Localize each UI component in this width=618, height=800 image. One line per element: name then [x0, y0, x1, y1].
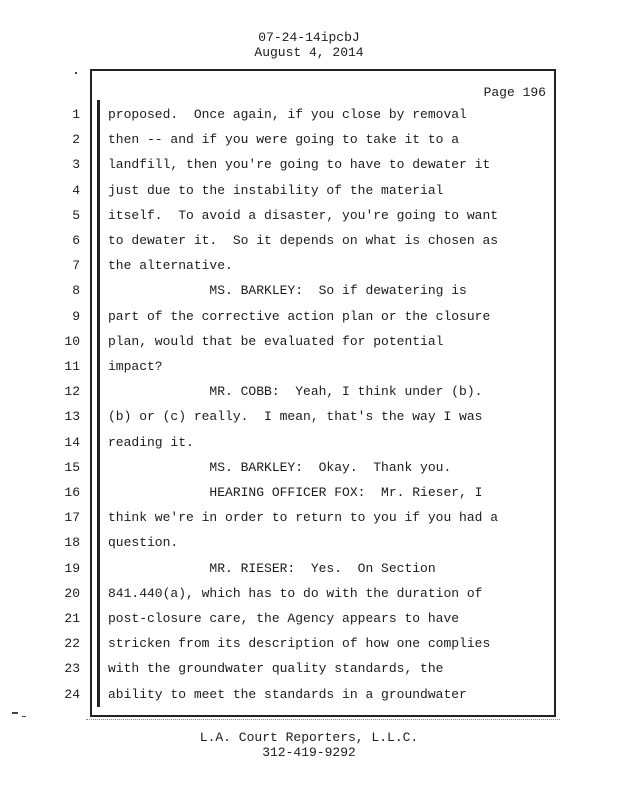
line-text: itself. To avoid a disaster, you're going to want: [108, 207, 499, 223]
line-number: 18: [64, 535, 80, 551]
transcript-line: [0, 661, 618, 686]
transcript-line: [0, 687, 618, 712]
line-number: 6: [72, 233, 80, 248]
transcript-line: [0, 233, 618, 258]
line-number: 8: [72, 283, 80, 299]
line-number: 24: [64, 686, 80, 702]
transcript-line: [0, 132, 618, 157]
line-number: 19: [64, 560, 80, 576]
line-number: 11: [64, 359, 80, 374]
line-text: post-closure care, the Agency appears to have: [108, 611, 460, 626]
page-number: Page 196: [483, 85, 546, 100]
case-id: 07-24-14ipcbJ: [258, 30, 360, 45]
transcript-line: [0, 359, 618, 384]
line-text: MS. BARKLEY: So if dewatering is: [108, 283, 467, 299]
transcript-line: [0, 535, 618, 560]
line-text: proposed. Once again, if you close by removal: [108, 107, 467, 122]
line-number: 14: [64, 434, 80, 450]
line-number: 9: [72, 308, 80, 324]
line-text: think we're in order to return to you if you had a: [108, 510, 499, 526]
transcript-line: [0, 510, 618, 535]
transcript-line: [0, 384, 618, 409]
line-number: 3: [72, 157, 80, 173]
line-text: landfill, then you're going to have to dewater it: [108, 157, 491, 173]
transcript-line: [0, 208, 618, 233]
transcript-line: [0, 561, 618, 586]
scan-speck: [75, 72, 77, 74]
line-text: stricken from its description of how one complies: [108, 636, 491, 652]
line-text: HEARING OFFICER FOX: Mr. Rieser, I: [108, 485, 483, 500]
line-text: then -- and if you were going to take it to a: [108, 132, 460, 148]
line-number: 1: [72, 107, 80, 122]
frame-bottom-edge: [86, 719, 560, 722]
line-text: question.: [108, 535, 179, 551]
line-text: the alternative.: [108, 258, 233, 274]
reporter-phone: 312-419-9292: [262, 745, 356, 760]
line-number: 12: [64, 384, 80, 400]
transcript-line: [0, 183, 618, 208]
line-text: MS. BARKLEY: Okay. Thank you.: [108, 459, 452, 475]
line-text: with the groundwater quality standards, the: [108, 661, 444, 677]
page-footer: [0, 730, 618, 760]
transcript-line: [0, 636, 618, 661]
page-header: [0, 30, 618, 60]
line-text: just due to the instability of the material: [108, 182, 444, 198]
transcript-line: [0, 409, 618, 434]
transcript-line: [0, 283, 618, 308]
line-number: 17: [64, 510, 80, 526]
line-text: impact?: [108, 359, 163, 374]
scan-speck: [22, 716, 26, 717]
hearing-date: August 4, 2014: [254, 45, 364, 60]
transcript-line: [0, 586, 618, 611]
line-number: 10: [64, 333, 80, 349]
transcript-line: [0, 334, 618, 359]
transcript-line: [0, 157, 618, 182]
line-text: ability to meet the standards in a groundwater: [108, 686, 467, 702]
line-number: 21: [64, 611, 80, 626]
line-number: 7: [72, 258, 80, 274]
line-text: MR. RIESER: Yes. On Section: [108, 560, 436, 576]
line-number: 2: [72, 132, 80, 148]
line-text: 841.440(a), which has to do with the duration of: [108, 585, 483, 601]
line-text: plan, would that be evaluated for potential: [108, 333, 444, 349]
transcript-line: [0, 107, 618, 132]
transcript-line: [0, 611, 618, 636]
transcript-line: [0, 485, 618, 510]
line-text: (b) or (c) really. I mean, that's the way I was: [108, 409, 483, 425]
line-number: 4: [72, 182, 80, 198]
transcript-line: [0, 460, 618, 485]
reporter-company: L.A. Court Reporters, L.L.C.: [199, 730, 419, 745]
line-number: 13: [64, 409, 80, 425]
line-text: reading it.: [108, 434, 194, 450]
transcript-line: [0, 435, 618, 460]
line-text: part of the corrective action plan or the closure: [108, 308, 491, 324]
transcript-line: [0, 309, 618, 334]
line-text: to dewater it. So it depends on what is chosen as: [108, 233, 499, 248]
line-number: 16: [64, 485, 80, 500]
line-number: 22: [64, 636, 80, 652]
transcript-line: [0, 258, 618, 283]
line-text: MR. COBB: Yeah, I think under (b).: [108, 384, 483, 400]
line-number: 5: [72, 207, 80, 223]
line-number: 15: [64, 459, 80, 475]
line-number: 23: [64, 661, 80, 677]
line-number: 20: [64, 585, 80, 601]
scan-speck: [12, 712, 18, 714]
